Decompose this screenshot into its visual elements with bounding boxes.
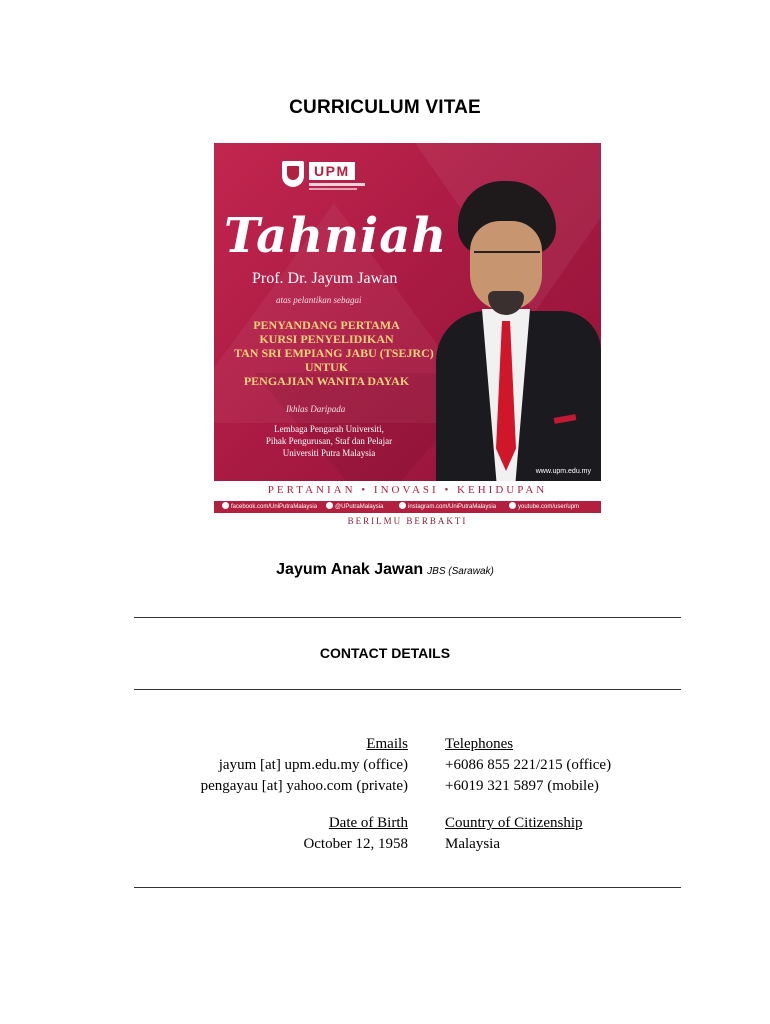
- youtube-icon: [509, 502, 516, 509]
- person-name-line: [0, 561, 770, 579]
- logo-subline: [309, 183, 365, 186]
- poster-motto: PERTANIAN • INOVASI • KEHIDUPAN: [267, 484, 548, 496]
- person-honorific: JBS (Sarawak): [427, 566, 494, 577]
- social-text: youtube.com/user/upm: [518, 504, 580, 510]
- emails-label: Emails: [366, 736, 408, 752]
- from-line: Lembaga Pengarah Universiti,: [274, 424, 384, 434]
- social-item: [222, 502, 317, 510]
- person-name: Jayum Anak Jawan: [276, 561, 424, 578]
- instagram-icon: [399, 502, 406, 509]
- divider: [134, 887, 681, 888]
- from-line: Pihak Pengurusan, Staf dan Pelajar: [265, 436, 393, 446]
- from-list: [244, 423, 414, 459]
- telephone-mobile: +6019 321 5897 (mobile): [445, 778, 599, 794]
- social-item: [509, 502, 579, 510]
- email-private: pengayau [at] yahoo.com (private): [200, 778, 408, 794]
- appointment-line: UNTUK: [304, 360, 349, 374]
- dob-value: October 12, 1958: [303, 836, 408, 852]
- dob-block: [130, 813, 408, 855]
- portrait-photo: [436, 181, 601, 481]
- poster-headline: Tahniah: [224, 208, 448, 264]
- logo-text: UPM: [309, 162, 355, 180]
- poster-website: www.upm.edu.my: [535, 468, 591, 475]
- poster-tagline: BERILMU BERBAKTI: [347, 516, 468, 526]
- poster-footer: [214, 481, 601, 535]
- social-text: instagram.com/UniPutraMalaysia: [408, 504, 497, 510]
- telephones-block: [445, 734, 705, 797]
- email-office: jayum [at] upm.edu.my (office): [218, 757, 408, 773]
- social-item: [326, 502, 383, 510]
- emails-block: [130, 734, 408, 797]
- logo-subline: [309, 188, 357, 190]
- social-text: facebook.com/UniPutraMalaysia: [231, 504, 318, 510]
- social-text: @UPutraMalaysia: [335, 504, 384, 510]
- appointment-line: TAN SRI EMPIANG JABU (TSEJRC): [234, 346, 434, 360]
- telephone-office: +6086 855 221/215 (office): [445, 757, 612, 773]
- divider: [134, 689, 681, 690]
- appointment-line: PENGAJIAN WANITA DAYAK: [243, 374, 410, 388]
- page-title: CURRICULUM VITAE: [289, 97, 481, 118]
- from-label: Ikhlas Daripada: [286, 404, 346, 414]
- social-bar: [214, 501, 601, 513]
- crest-icon: [282, 161, 304, 187]
- section-title: CONTACT DETAILS: [319, 645, 451, 661]
- appointment-line: KURSI PENYELIDIKAN: [259, 332, 394, 346]
- citizenship-label: Country of Citizenship: [445, 815, 583, 831]
- congratulations-poster: [214, 143, 601, 535]
- citizenship-block: [445, 813, 705, 855]
- social-item: [399, 502, 496, 510]
- appointment-line: PENYANDANG PERTAMA: [253, 318, 400, 332]
- from-line: Universiti Putra Malaysia: [282, 448, 376, 458]
- upm-logo: [282, 161, 372, 201]
- citizenship-value: Malaysia: [445, 836, 500, 852]
- appointment-intro: atas pelantikan sebagai: [276, 295, 362, 305]
- poster-person-name: Prof. Dr. Jayum Jawan: [252, 270, 398, 287]
- twitter-icon: [326, 502, 333, 509]
- divider: [134, 617, 681, 618]
- facebook-icon: [222, 502, 229, 509]
- dob-label: Date of Birth: [328, 815, 408, 831]
- glasses: [474, 251, 540, 267]
- appointment-title: [234, 318, 434, 388]
- telephones-label: Telephones: [445, 736, 514, 752]
